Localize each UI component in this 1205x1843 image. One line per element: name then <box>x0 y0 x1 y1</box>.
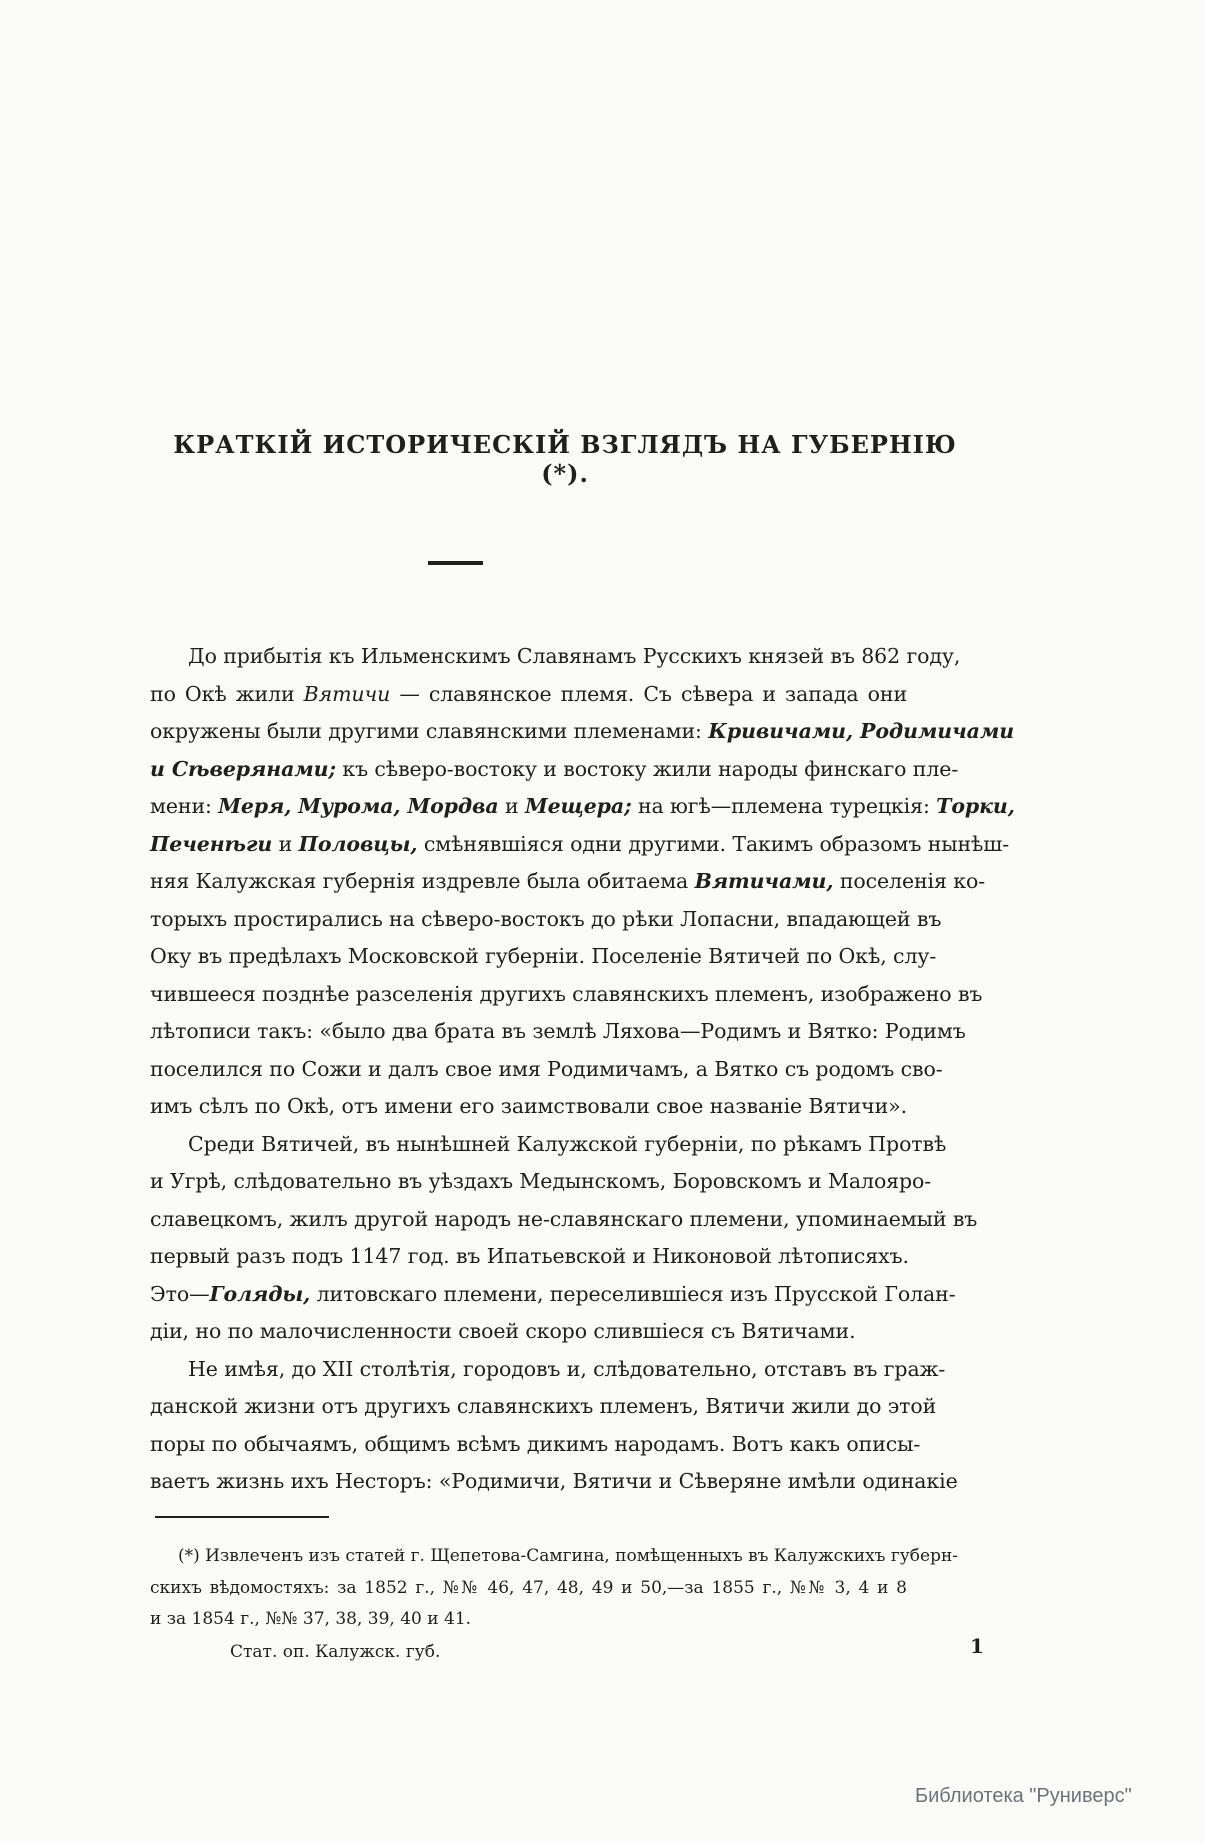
footnote <box>150 1541 959 1636</box>
text-line <box>150 1051 943 1089</box>
text-run: имъ сѣлъ по Окѣ, отъ имени его заимствовали свое названіе Вятичи». <box>150 1094 907 1118</box>
text-line <box>150 1088 907 1126</box>
emphasized-text-run: Вятичи <box>303 681 391 706</box>
text-run: торыхъ простирались на сѣверо-востокъ до рѣки Лопасни, впадающей въ <box>150 906 942 931</box>
text-line <box>150 1238 907 1276</box>
emphasized-text-run: Торки, <box>936 794 1015 818</box>
text-run: славецкомъ, жилъ другой народъ не-славянскаго племени, упоминаемый въ <box>150 1206 978 1231</box>
text-run: и <box>498 794 526 818</box>
text-run: няя Калужская губернія издревле была обитаема <box>150 869 695 893</box>
text-line <box>150 1541 959 1573</box>
text-run: Оку въ предѣлахъ Московской губерніи. Поселеніе Вятичей по Окѣ, слу- <box>150 944 937 968</box>
text-line <box>150 676 907 714</box>
text-line <box>150 1426 921 1464</box>
emphasized-text-run: Кривичами, Родимичами <box>708 719 1015 743</box>
text-line <box>150 1013 966 1051</box>
emphasized-text-run: Мещера; <box>525 794 632 818</box>
text-line <box>150 1351 946 1389</box>
text-line <box>150 826 1010 864</box>
text-line <box>150 976 983 1014</box>
text-run: на югѣ—племена турецкія: <box>631 794 937 818</box>
text-line <box>150 1126 947 1164</box>
emphasized-text-run: Половцы, <box>298 831 418 856</box>
text-run: чившееся позднѣе разселенія другихъ славянскихъ племенъ, изображено въ <box>150 981 983 1006</box>
text-run: по Окѣ жили <box>150 681 304 706</box>
text-run: лѣтописи такъ: «было два брата въ землѣ Ляхова—Родимъ и Вятко: Родимъ <box>150 1019 966 1043</box>
text-line <box>150 788 1015 826</box>
text-line <box>150 713 1015 751</box>
text-run: скихъ вѣдомостяхъ: за 1852 г., №№ 46, 47, 48, 49 и 50,—за 1855 г., №№ 3, 4 и 8 <box>150 1577 907 1598</box>
text-run: къ сѣверо-востоку и востоку жили народы финскаго пле- <box>335 756 959 781</box>
text-line <box>150 1463 958 1501</box>
text-line <box>150 1388 937 1426</box>
page-title: КРАТКІЙ ИСТОРИЧЕСКІЙ ВЗГЛЯДЪ НА ГУБЕРНІЮ (*). <box>173 430 957 488</box>
text-run: Не имѣя, до XII столѣтія, городовъ и, слѣдовательно, отставъ въ граж- <box>188 1356 946 1381</box>
emphasized-text-run: Печенѣги <box>150 831 273 856</box>
text-line <box>150 1276 956 1314</box>
emphasized-text-run: Меря, Мурома, Мордва <box>218 794 499 818</box>
title-divider <box>428 561 483 565</box>
text-run: первый разъ подъ 1147 год. въ Ипатьевской и Никоновой лѣтописяхъ. <box>150 1244 909 1268</box>
text-run: поселенія ко- <box>833 869 986 893</box>
text-run: и <box>272 831 299 856</box>
text-run: Среди Вятичей, въ нынѣшней Калужской губерніи, по рѣкамъ Протвѣ <box>188 1131 947 1156</box>
text-run: поры по обычаямъ, общимъ всѣмъ дикимъ народамъ. Вотъ какъ описы- <box>150 1431 921 1456</box>
text-run: и Угрѣ, слѣдовательно въ уѣздахъ Медынскомъ, Боровскомъ и Малояро- <box>150 1169 932 1193</box>
text-run: смѣнявшіяся одни другими. Такимъ образомъ нынѣш- <box>417 831 1010 856</box>
text-run: ваетъ жизнь ихъ Несторъ: «Родимичи, Вятичи и Сѣверяне имѣли одинакіе <box>150 1469 958 1493</box>
text-line <box>150 938 937 976</box>
emphasized-text-run: и Сѣверянами; <box>150 756 336 781</box>
text-run: (*) Извлеченъ изъ статей г. Щепетова-Самгина, помѣщенныхъ въ Калужскихъ губерн- <box>178 1546 959 1566</box>
emphasized-text-run: Голяды, <box>209 1281 311 1306</box>
text-line <box>150 1313 907 1351</box>
text-line <box>150 1201 978 1239</box>
text-run: литовскаго племени, переселившіеся изъ Прусской Голан- <box>310 1281 956 1306</box>
text-run: данской жизни отъ другихъ славянскихъ племенъ, Вятичи жили до этой <box>150 1394 937 1418</box>
text-run: окружены были другими славянскими племенами: <box>150 719 709 743</box>
text-line <box>150 901 942 939</box>
text-run: Это— <box>150 1281 210 1306</box>
page-number: 1 <box>970 1634 984 1658</box>
text-line <box>150 638 961 676</box>
text-run: поселился по Сожи и далъ свое имя Родимичамъ, а Вятко съ родомъ сво- <box>150 1056 943 1081</box>
emphasized-text-run: Вятичами, <box>694 869 834 893</box>
body-text <box>150 638 1015 1501</box>
text-run: діи, но по малочисленности своей скоро слившіеся съ Вятичами. <box>150 1319 856 1343</box>
text-line <box>150 1604 907 1636</box>
text-line <box>150 751 959 789</box>
text-run: мени: <box>150 794 219 818</box>
text-run: и за 1854 г., №№ 37, 38, 39, 40 и 41. <box>150 1609 472 1629</box>
signature-line: Стат. оп. Калужск. губ. <box>230 1642 441 1662</box>
text-line <box>150 1163 932 1201</box>
text-line <box>150 863 986 901</box>
text-run: — славянское племя. Съ сѣвера и запада они <box>390 681 908 706</box>
text-line <box>150 1573 907 1605</box>
text-run: До прибытія къ Ильменскимъ Славянамъ Русскихъ князей въ 862 году, <box>188 644 961 668</box>
library-watermark: Библиотека "Руниверс" <box>915 1785 1132 1807</box>
footnote-divider <box>155 1516 329 1518</box>
